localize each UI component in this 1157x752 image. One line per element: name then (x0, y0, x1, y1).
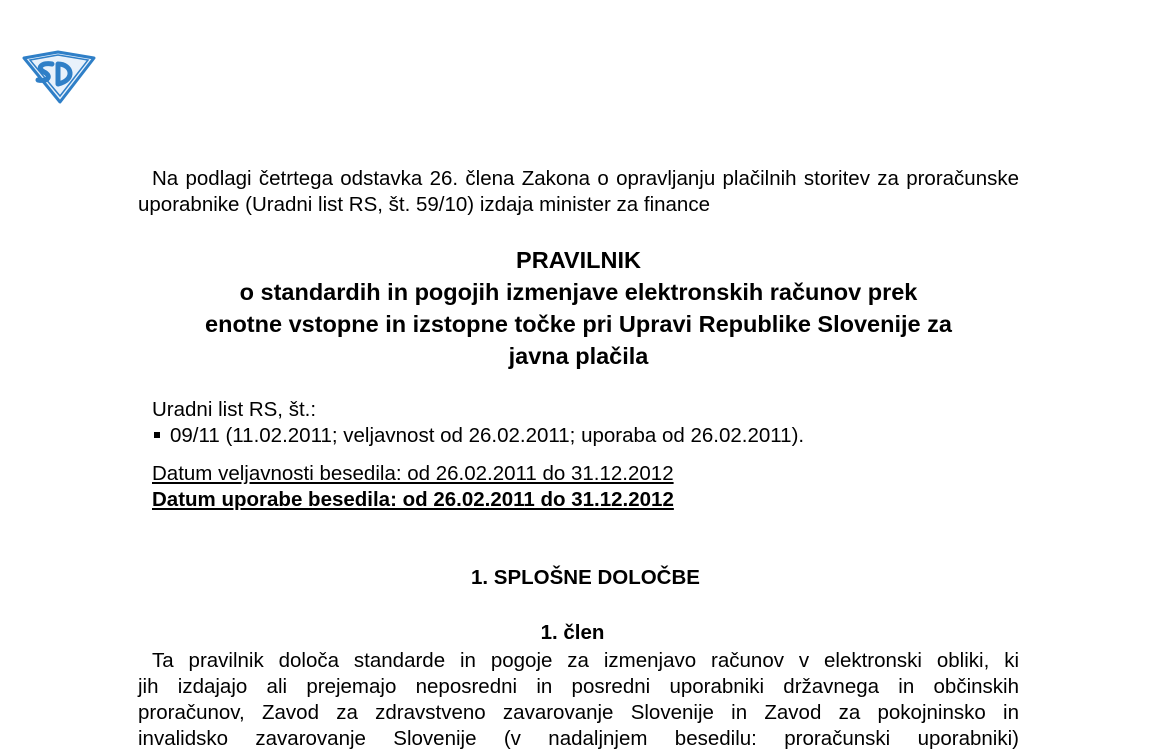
article-line: Ta pravilnik določa standarde in pogoje za izmenjavo računov v elektronski obliki, ki (152, 649, 1019, 672)
bullet-icon (154, 432, 160, 438)
application-date: Datum uporabe besedila: od 26.02.2011 do 31.12.2012 (152, 488, 674, 511)
article-line: jih izdajajo ali prejemajo neposredni in posredni uporabniki državnega in občinskih (138, 675, 1019, 698)
section-heading: 1. SPLOŠNE DOLOČBE (471, 566, 700, 589)
preamble-text: Na podlagi četrtega odstavka 26. člena Zakona o opravljanju plačilnih storitev za proračunske uporabnike (Uradni list RS, št. 59/10) izdaja minister za finance (138, 167, 1019, 216)
gazette-entry-text: 09/11 (11.02.2011; veljavnost od 26.02.2011; uporaba od 26.02.2011). (170, 424, 805, 447)
title-line-3: enotne vstopne in izstopne točke pri Upravi Republike Slovenije za (205, 311, 952, 337)
gazette-label: Uradni list RS, št.: (152, 398, 317, 421)
validity-date: Datum veljavnosti besedila: od 26.02.2011 do 31.12.2012 (152, 462, 674, 485)
title-line-4: javna plačila (508, 343, 649, 369)
article-line: invalidsko zavarovanje Slovenije (v nadaljnjem besedilu: proračunski uporabniki) (138, 727, 1019, 750)
document-title (138, 244, 1019, 372)
article-line: proračunov, Zavod za zdravstveno zavarovanje Slovenije in Zavod za pokojninsko in (138, 701, 1019, 724)
article-body (138, 648, 1019, 752)
validity-dates (152, 461, 674, 513)
title-line-2: o standardih in pogojih izmenjave elektronskih računov prek (239, 279, 918, 305)
article-heading: 1. člen (540, 621, 605, 644)
title-line-1: PRAVILNIK (516, 247, 641, 273)
gazette-entry (152, 423, 804, 449)
gazette-reference (152, 397, 804, 449)
sd-logo-icon (22, 50, 96, 104)
